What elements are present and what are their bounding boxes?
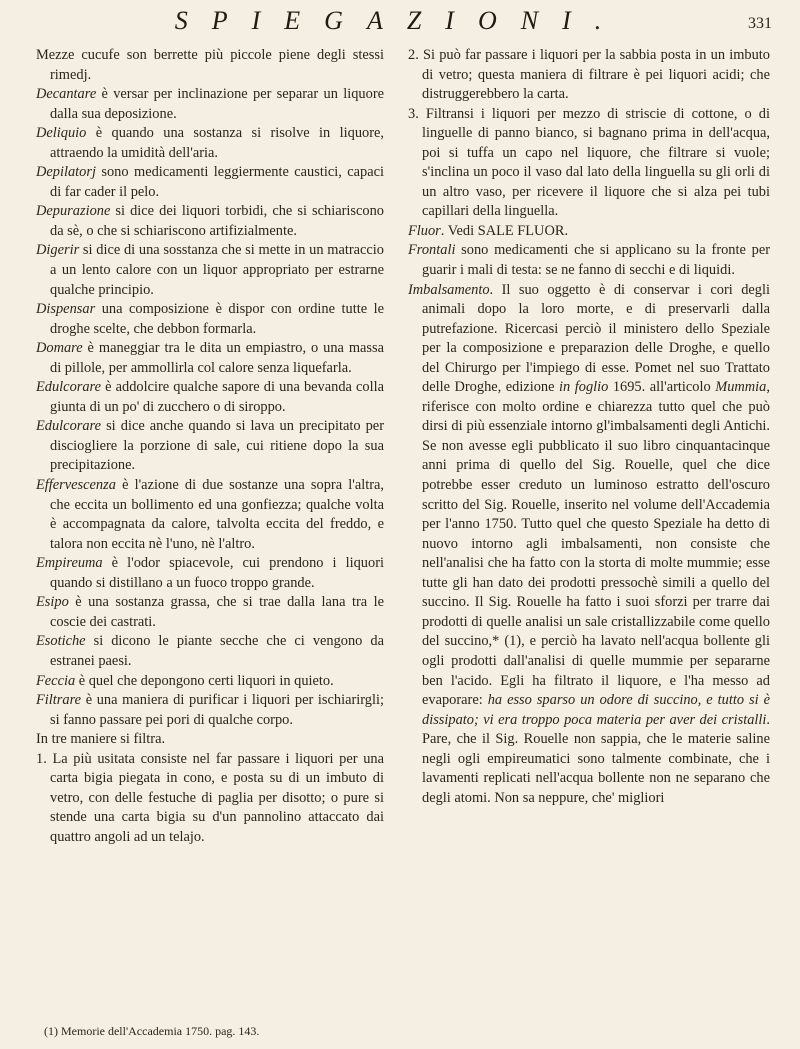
entry-text: si dicono le piante secche che ci vengono da estranei paesi. bbox=[50, 633, 384, 669]
page-number: 331 bbox=[748, 15, 772, 32]
entry-text: sono medicamenti che si applicano su la fronte per guarir i mali di testa: se ne fanno di secchi e di liquidi. bbox=[422, 242, 770, 279]
glossary-entry bbox=[36, 202, 384, 241]
entry-term: Domare bbox=[36, 340, 83, 357]
filter-intro: In tre maniere si filtra. bbox=[36, 731, 166, 748]
entry-text: si dice anche quando si lava un precipitato per disciogliere la porzione di sale, cui ritiene dopo la sua precipitazione. bbox=[50, 418, 384, 474]
entry-text: è quel che depongono certi liquori in quieto. bbox=[75, 672, 334, 689]
running-title: SPIEGAZIONI. bbox=[174, 6, 626, 35]
entry-text: è addolcire qualche sapore di una bevanda colla giunta di un po' di zucchero o di siroppo. bbox=[50, 379, 384, 415]
entry-imbalsamento bbox=[408, 281, 770, 809]
entry-term: Dispensar bbox=[36, 301, 96, 318]
entry-text: si dice dei liquori torbidi, che si schiariscono da sè, o che si schiariscono artifizialmente. bbox=[50, 203, 384, 239]
glossary-entry bbox=[36, 300, 384, 339]
entry-term: Fluor bbox=[408, 222, 441, 239]
entry-term: Edulcorare bbox=[36, 379, 102, 396]
entry-term: Feccia bbox=[36, 672, 76, 689]
entry-term: Empireuma bbox=[36, 555, 103, 572]
entry-text: è maneggiar tra le dita un empiastro, o una massa di pillole, per ammollirla col calore senza liquefarla. bbox=[50, 340, 384, 376]
glossary-entry bbox=[36, 417, 384, 476]
glossary-entry bbox=[36, 691, 384, 730]
entry-italic: ha esso sparso un odore di succino, e tutto si è dissipato; vi era troppo poca materia per aver dei cristalli bbox=[422, 692, 770, 728]
filter-method-1 bbox=[36, 750, 384, 848]
entry-text: è una sostanza grassa, che si trae dalla lana tra le coscie dei castrati. bbox=[50, 594, 384, 630]
entry-term: Digerir bbox=[36, 242, 80, 259]
glossary-entry bbox=[36, 593, 384, 632]
glossary-entry bbox=[36, 554, 384, 593]
entry-term: Effervescenza bbox=[36, 477, 116, 494]
entry-text: è l'odor spiacevole, cui prendono i liquori quando si distillano a un fuoco troppo grande. bbox=[50, 555, 384, 591]
entry-term: Esipo bbox=[36, 594, 69, 611]
entry-text: Mezze cucufe son berrette più piccole piene degli stessi rimedj. bbox=[36, 47, 384, 83]
glossary-entry bbox=[36, 378, 384, 417]
entry-text: è versar per inclinazione per separar un liquore dalla sua deposizione. bbox=[50, 86, 384, 122]
entry-term: Depurazione bbox=[36, 203, 111, 220]
glossary-entry bbox=[36, 124, 384, 163]
glossary-entry bbox=[36, 672, 384, 692]
glossary-entry bbox=[36, 241, 384, 300]
glossary-entry bbox=[36, 339, 384, 378]
right-column bbox=[408, 46, 770, 808]
item-text: La più usitata consiste nel far passare i liquori per una carta bigia piegata in cono, e posta su di un imbuto di vetro, con delle festuche di paglia per disotto; o pure si stende una carta bigia su d'un pannolino attaccato dai quattro angoli ad un telajo. bbox=[50, 750, 384, 845]
entry-text: è quando una sostanza si risolve in liquore, attraendo la umidità dell'aria. bbox=[50, 125, 384, 161]
entry-text: . Pare, che il Sig. Rouelle non sappia, che le materie saline negli ogli empireumatici sono talmente combinate, che i lavamenti replicati nell'acqua bollente non ne separano che degli atomi. Non sa neppure, che' migliori bbox=[422, 711, 770, 806]
entry-fluor bbox=[408, 222, 770, 242]
entry-text: è una maniera di purificar i liquori per ischiarirgli; si fanno passare pei pori di qualche corpo. bbox=[50, 692, 384, 728]
glossary-entry bbox=[36, 163, 384, 202]
entry-text: sono medicamenti leggiermente caustici, capaci di far cader il pelo. bbox=[50, 164, 384, 200]
entry-term: Decantare bbox=[36, 86, 97, 103]
glossary-entry bbox=[36, 46, 384, 85]
item-text: Filtransi i liquori per mezzo di striscie di cottone, o di linguelle di panno bianco, si bagnano prima in dell'acqua, poi si tuffa un capo nel liquore, che filtrare si vuole; s'inclina un poco il vaso dal lato della linguella su gli orli di un altro vaso, per ricevere il liquore che si alza pei tubi capillari della linguella. bbox=[422, 105, 770, 220]
entry-italic: in foglio bbox=[559, 379, 609, 396]
item-number: 2. bbox=[408, 47, 419, 63]
entry-text: è l'azione di due sostanze una sopra l'altra, che eccita un bollimento ed una gonfiezza; qualche volta è accompagnata da calore, talvolta eccita del freddo, e talora non eccita nè l'uno, nè l'altro. bbox=[50, 477, 384, 552]
entry-term: Deliquio bbox=[36, 125, 87, 142]
filter-method-3 bbox=[408, 105, 770, 222]
left-column bbox=[36, 46, 384, 847]
entry-text: una composizione è dispor con ordine tutte le droghe scelte, che debbon formarla. bbox=[50, 301, 384, 337]
item-text: Si può far passare i liquori per la sabbia posta in un imbuto di vetro; questa maniera di filtrare è pei liquori acidi; che distruggerebbero la carta. bbox=[422, 47, 770, 103]
entry-term: Frontali bbox=[408, 242, 456, 259]
glossary-entry bbox=[36, 85, 384, 124]
entry-text: . Vedi SALE FLUOR. bbox=[440, 222, 569, 239]
entry-text: . Il suo oggetto è di conservar i cori degli animali dopo la loro morte, e di preservarli dalla putrefazione. Ricercasi perciò il ministero dello Speziale per la composizione e preparazion delle Droghe, e quello del Chirurgo per l'impiego di esse. Pomet nel suo Trattato delle Droghe, edizione bbox=[422, 281, 770, 396]
entry-text: si dice di una sosstanza che si mette in un matraccio a un lento calore con un liquor appropriato per estrarne qualche principio. bbox=[50, 242, 384, 298]
glossary-entry bbox=[36, 476, 384, 554]
item-number: 3. bbox=[408, 105, 419, 122]
entry-term: Depilatorj bbox=[36, 164, 96, 181]
entry-frontali bbox=[408, 241, 770, 280]
entry-term: Filtrare bbox=[36, 692, 82, 709]
item-number: 1. bbox=[36, 750, 47, 767]
entry-text: 1695. all'articolo bbox=[608, 379, 716, 396]
entry-term: Imbalsamento bbox=[408, 281, 490, 298]
entry-term: Edulcorare bbox=[36, 418, 102, 435]
page-header bbox=[0, 4, 800, 42]
glossary-entry bbox=[36, 632, 384, 671]
filter-method-2 bbox=[408, 46, 770, 105]
footnote: (1) Memorie dell'Accademia 1750. pag. 143. bbox=[44, 1024, 260, 1038]
entry-term: Esotiche bbox=[36, 633, 86, 650]
entry-text: , riferisce con molto ordine e chiarezza tutto quel che può dirsi di più essenziale intorno gl'imbalsamenti degli Antichi. Se non avesse egli pubblicato il suo libro cinquantacinque anni prima di quello del Sig. Rouelle, quel che dice potrebbe esser creduto un luminoso estratto dell'oscuro scritto del Sig. Rouelle, inserito nel volume dell'Accademia per l'anno 1750. Tutto quel che questo Speziale ha detto di nuovo intorno agli imbalsamenti, non consiste che nell'analisi che ha fatto con la storta di molte mummie; esse tutte gli han dato dei prodotti pressochè simili a quello del succino. Il Sig. Rouelle ha fatto i suoi sforzi per trarre dai prodotti di quelle analisi un sale cristallizzabile come quello del succino,* (1), e perciò ha lavato nell'acqua bollente gli ogli prodotti dall'analisi di quelle mummie per separarne ben l'acido. Egli ha filtrato il liquore, e l'ha messo ad evaporare: bbox=[422, 379, 770, 709]
entry-italic: Mummia bbox=[715, 379, 767, 396]
